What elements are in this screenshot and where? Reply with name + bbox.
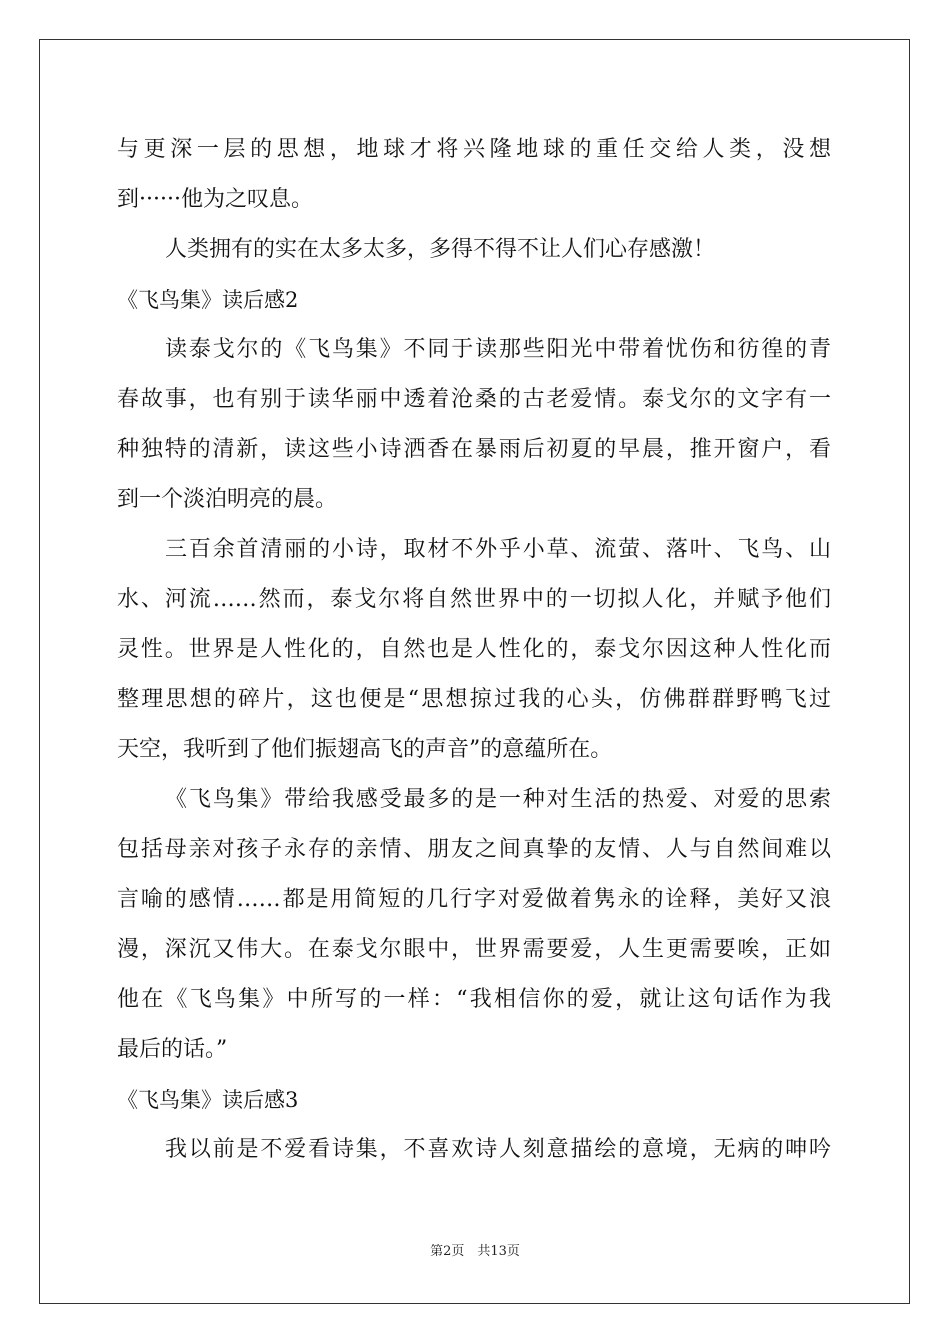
paragraph-5-line-4: 漫，深沉又伟大。在泰戈尔眼中，世界需要爱，人生更需要唉，正如	[117, 937, 831, 962]
paragraph-4-line-5: 天空，我听到了他们振翅高飞的声音”的意蕴所在。	[117, 737, 613, 762]
page-border	[39, 39, 910, 1304]
page-number-footer: 第2页 共13页	[430, 1244, 520, 1259]
paragraph-1-line-2: 到······他为之叹息。	[117, 187, 313, 212]
section-heading-3: 《飞鸟集》读后感3	[117, 1088, 299, 1112]
paragraph-3-line-2: 春故事，也有别于读华丽中透着沧桑的古老爱情。泰戈尔的文字有一	[117, 387, 831, 412]
paragraph-5-line-2: 包括母亲对孩子永存的亲情、朋友之间真挚的友情、人与自然间难以	[117, 837, 831, 862]
paragraph-4-line-1: 三百余首清丽的小诗，取材不外乎小草、流萤、落叶、飞鸟、山	[165, 537, 831, 562]
paragraph-3-line-1: 读泰戈尔的《飞鸟集》不同于读那些阳光中带着忧伤和彷徨的青	[165, 337, 831, 362]
paragraph-3-line-3: 种独特的清新，读这些小诗洒香在暴雨后初夏的早晨，推开窗户，看	[117, 437, 831, 462]
paragraph-3-line-4: 到一个淡泊明亮的晨。	[117, 487, 338, 512]
paragraph-1-line-1: 与更深一层的思想，地球才将兴隆地球的重任交给人类，没想	[117, 137, 831, 162]
paragraph-5-line-5: 他在《飞鸟集》中所写的一样：“我相信你的爱，就让这句话作为我	[117, 987, 831, 1012]
paragraph-5-line-6: 最后的话。”	[117, 1037, 228, 1062]
section-heading-2: 《飞鸟集》读后感2	[117, 288, 299, 312]
paragraph-5-line-1: 《飞鸟集》带给我感受最多的是一种对生活的热爱、对爱的思索	[165, 787, 831, 812]
paragraph-2-line-1: 人类拥有的实在太多太多，多得不得不让人们心存感激！	[165, 237, 716, 262]
paragraph-6-line-1: 我以前是不爱看诗集，不喜欢诗人刻意描绘的意境，无病的呻吟	[165, 1137, 831, 1162]
paragraph-5-line-3: 言喻的感情……都是用简短的几行字对爱做着隽永的诠释，美好又浪	[117, 887, 831, 912]
paragraph-4-line-2: 水、河流……然而，泰戈尔将自然世界中的一切拟人化，并赋予他们	[117, 587, 831, 612]
paragraph-4-line-4: 整理思想的碎片，这也便是“思想掠过我的心头，仿佛群群野鸭飞过	[117, 687, 831, 712]
paragraph-4-line-3: 灵性。世界是人性化的，自然也是人性化的，泰戈尔因这种人性化而	[117, 637, 831, 662]
